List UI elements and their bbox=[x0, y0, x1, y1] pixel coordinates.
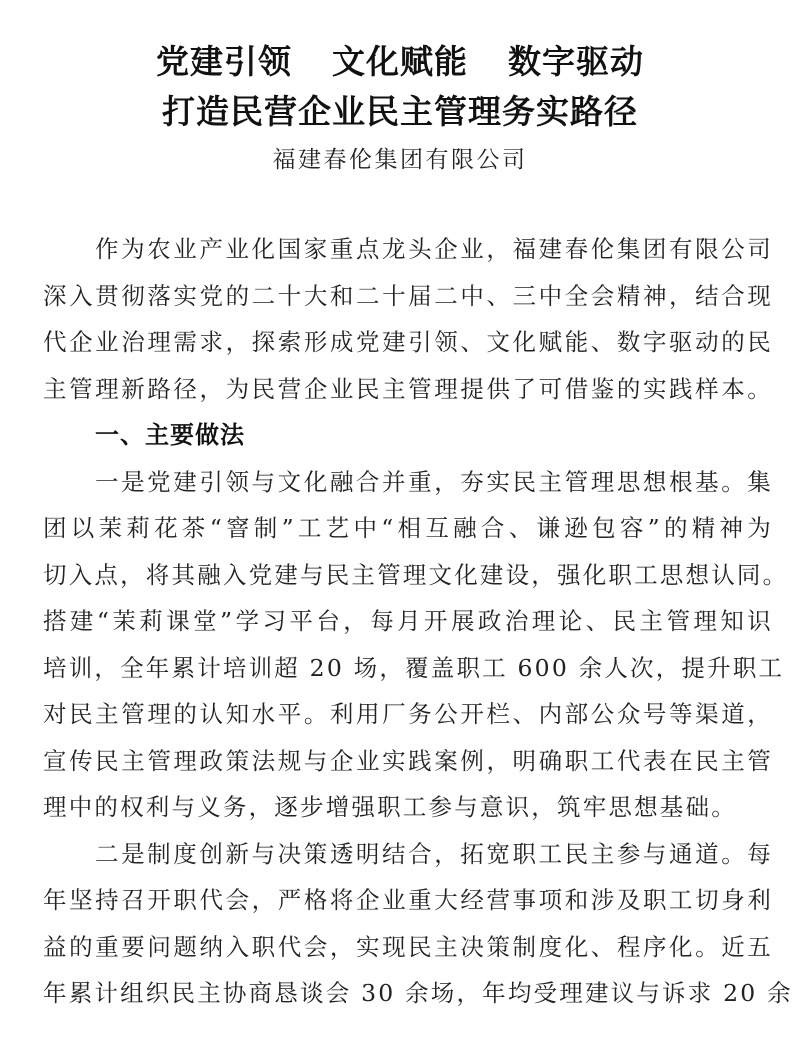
text-line: 宣传民主管理政策法规与企业实践案例，明确职工代表在民主管 bbox=[43, 746, 773, 775]
intro-paragraph bbox=[43, 226, 773, 412]
text-line: 培训，全年累计培训超 20 场，覆盖职工 600 余人次，提升职工 bbox=[43, 653, 785, 682]
text-line: 深入贯彻落实党的二十大和二十届二中、三中全会精神，结合现 bbox=[43, 281, 773, 310]
section-heading: 一、主要做法 bbox=[95, 421, 245, 449]
title-phrase-1: 党建引领 bbox=[156, 42, 292, 81]
text-line: 理中的权利与义务，逐步增强职工参与意识，筑牢思想基础。 bbox=[43, 793, 737, 821]
text-line: 团以茉莉花茶“窨制”工艺中“相互融合、谦逊包容”的精神为 bbox=[43, 514, 773, 542]
text-line: 对民主管理的认知水平。利用厂务公开栏、内部公众号等渠道， bbox=[43, 700, 773, 728]
paragraph-party-culture bbox=[43, 459, 789, 831]
title-phrase-3: 数字驱动 bbox=[508, 42, 644, 81]
document-title-line1 bbox=[0, 37, 800, 87]
text-line: 二是制度创新与决策透明结合，拓宽职工民主参与通道。每 bbox=[95, 839, 773, 868]
text-line: 年坚持召开职代会，严格将企业重大经营事项和涉及职工切身利 bbox=[43, 886, 773, 914]
document-author: 福建春伦集团有限公司 bbox=[272, 147, 528, 173]
text-line: 切入点，将其融入党建与民主管理文化建设，强化职工思想认同。 bbox=[43, 560, 789, 589]
document-body bbox=[43, 226, 793, 1017]
text-line: 搭建“茉莉课堂”学习平台，每月开展政治理论、民主管理知识 bbox=[43, 607, 773, 635]
text-line: 作为农业产业化国家重点龙头企业，福建春伦集团有限公司 bbox=[95, 235, 773, 263]
paragraph-institution-decision bbox=[43, 831, 793, 1017]
text-line: 一是党建引领与文化融合并重，夯实民主管理思想根基。集 bbox=[95, 467, 773, 496]
text-line: 益的重要问题纳入职代会，实现民主决策制度化、程序化。近五 bbox=[43, 932, 773, 961]
title-phrase-2: 文化赋能 bbox=[332, 42, 468, 81]
text-line: 年累计组织民主协商恳谈会 30 余场，年均受理建议与诉求 20 余 bbox=[43, 979, 793, 1007]
document-title-line2: 打造民营企业民主管理务实路径 bbox=[162, 92, 638, 131]
text-line: 代企业治理需求，探索形成党建引领、文化赋能、数字驱动的民 bbox=[43, 328, 773, 356]
text-line: 主管理新路径，为民营企业民主管理提供了可借鉴的实践样本。 bbox=[43, 374, 773, 403]
